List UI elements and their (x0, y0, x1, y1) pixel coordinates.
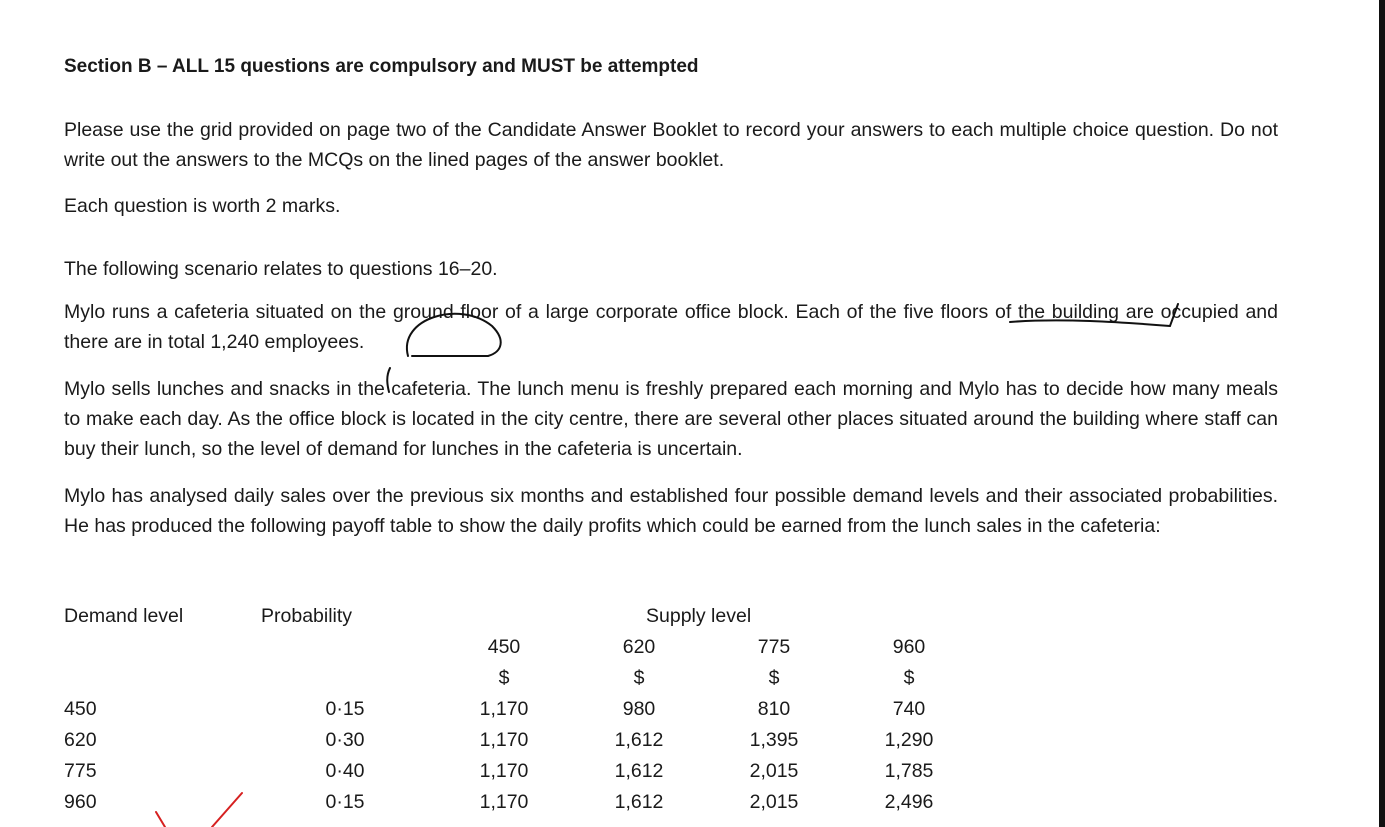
section-heading: Section B – ALL 15 questions are compulsory and MUST be attempted (64, 56, 699, 77)
row-probability: 0·40 (325, 760, 365, 782)
scenario-paragraph-2: Mylo sells lunches and snacks in the cafeteria. The lunch menu is freshly prepared each morning and Mylo has to decide how many meals to make each day. As the office block is located in the city centre, there are several other places situated around the building where staff can buy their lunch, so the level of demand for lunches in the cafeteria is uncertain. (64, 378, 1278, 460)
page-edge-border (1379, 0, 1385, 827)
payoff-table (64, 605, 964, 825)
payoff-cell: 1,395 (749, 729, 799, 751)
payoff-cell: 1,612 (614, 791, 664, 813)
supply-col-3-header: 775 (757, 636, 791, 658)
supply-col-2-header: 620 (622, 636, 656, 658)
scenario-paragraph-3: Mylo has analysed daily sales over the previous six months and established four possible demand levels and their associated probabilities. He has produced the following payoff table to show the daily profits which could be earned from the lunch sales in the cafeteria: (64, 485, 1278, 537)
payoff-cell: 2,015 (749, 791, 799, 813)
row-demand: 620 (64, 729, 97, 751)
payoff-cell: 1,170 (479, 729, 529, 751)
row-demand: 960 (64, 791, 97, 813)
currency-col-4: $ (903, 667, 915, 689)
payoff-cell: 1,170 (479, 760, 529, 782)
currency-col-1: $ (498, 667, 510, 689)
currency-col-3: $ (768, 667, 780, 689)
row-probability: 0·15 (325, 698, 365, 720)
demand-level-header: Demand level (64, 605, 184, 627)
scenario-paragraph-1: Mylo runs a cafeteria situated on the ground floor of a large corporate office block. Each of the five floors of the building are occupied and there are in total 1,240 employees. (64, 301, 1278, 353)
marks-note: Each question is worth 2 marks. (64, 195, 341, 217)
payoff-cell: 2,015 (749, 760, 799, 782)
payoff-cell: 1,612 (614, 729, 664, 751)
supply-level-header: Supply level (646, 605, 752, 627)
payoff-cell: 1,612 (614, 760, 664, 782)
scenario-heading: The following scenario relates to questions 16–20. (64, 258, 498, 280)
payoff-cell: 810 (757, 698, 791, 720)
payoff-cell: 980 (622, 698, 656, 720)
row-probability: 0·15 (325, 791, 365, 813)
payoff-cell: 1,290 (884, 729, 934, 751)
payoff-cell: 1,170 (479, 698, 529, 720)
row-probability: 0·30 (325, 729, 365, 751)
row-demand: 775 (64, 760, 97, 782)
probability-header: Probability (261, 605, 353, 627)
supply-col-4-header: 960 (892, 636, 926, 658)
supply-col-1-header: 450 (487, 636, 521, 658)
payoff-cell: 1,785 (884, 760, 934, 782)
payoff-cell: 2,496 (884, 791, 934, 813)
row-demand: 450 (64, 698, 97, 720)
instruction-paragraph: Please use the grid provided on page two of the Candidate Answer Booklet to record your answers to each multiple choice question. Do not write out the answers to the MCQs on the lined pages of the answer booklet. (64, 119, 1278, 171)
currency-col-2: $ (633, 667, 645, 689)
payoff-cell: 740 (892, 698, 926, 720)
payoff-cell: 1,170 (479, 791, 529, 813)
